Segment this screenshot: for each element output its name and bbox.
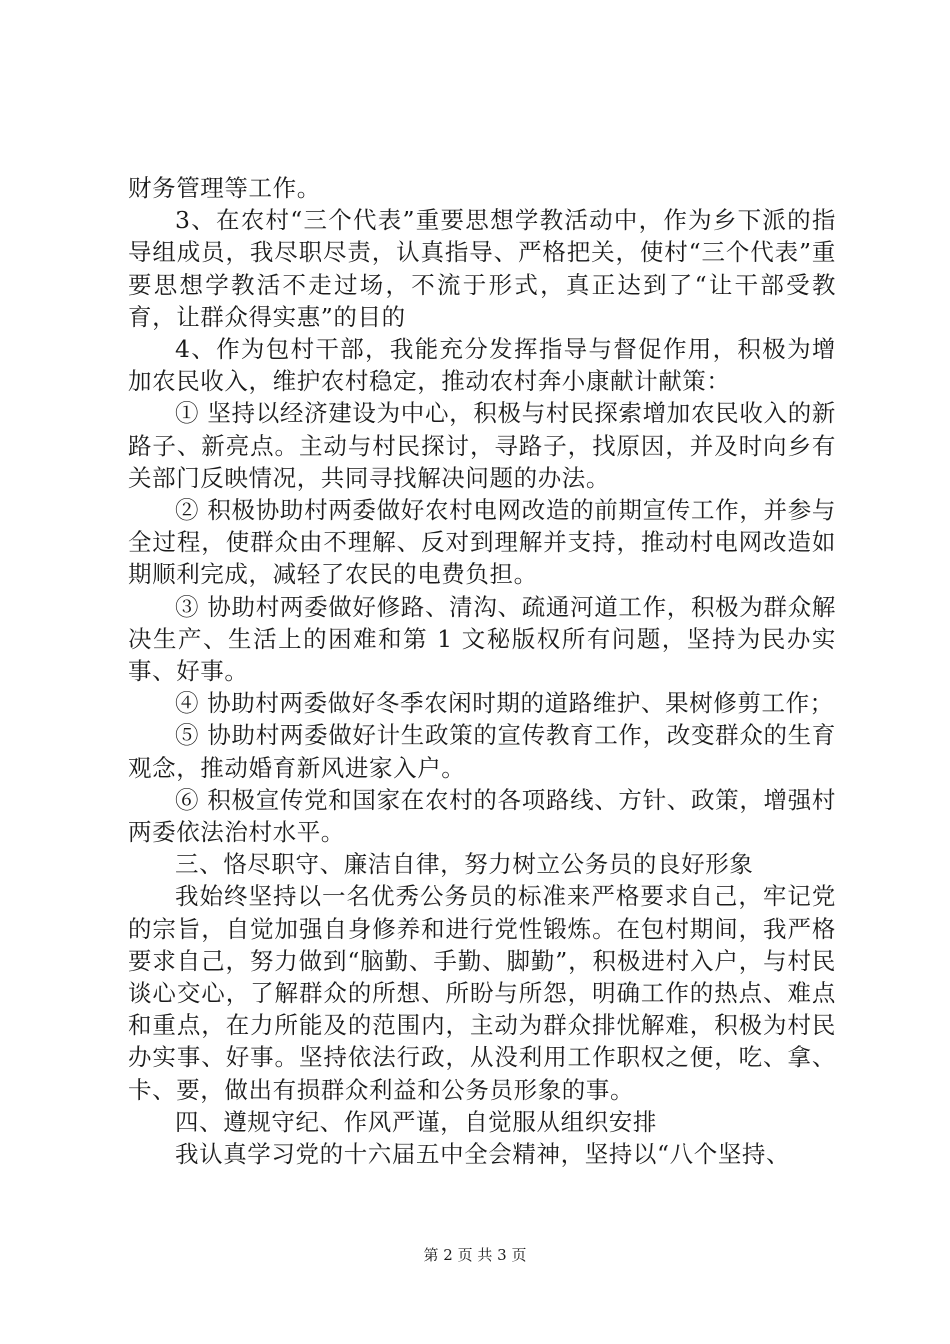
paragraph-5: ② 积极协助村两委做好农村电网改造的前期宣传工作，并参与全过程，使群众由不理解、反对到理解并支持，推动村电网改造如期顺利完成，减轻了农民的电费负担。 <box>128 496 836 589</box>
page-footer <box>0 1245 950 1265</box>
paragraph-2: 3、在农村“三个代表”重要思想学教活动中，作为乡下派的指导组成员，我尽职尽责，认真指导、严格把关，使村“三个代表”重要思想学教活不走过场，不流于形式，真正达到了“让干部受教育，让群众得实惠”的目的 <box>128 206 836 331</box>
paragraph-6: ③ 协助村两委做好修路、清沟、疏通河道工作，积极为群众解决生产、生活上的困难和第 1 文秘版权所有问题，坚持为民办实事、好事。 <box>128 592 836 686</box>
paragraph-8: ⑤ 协助村两委做好计生政策的宣传教育工作，改变群众的生育观念，推动婚育新风进家入户。 <box>128 721 836 782</box>
page-number-label: 第 2 页 共 3 页 <box>423 1246 527 1264</box>
paragraph-11: 我始终坚持以一名优秀公务员的标准来严格要求自己，牢记党的宗旨，自觉加强自身修养和进行党性锻炼。在包村期间，我严格要求自己，努力做到“脑勤、手勤、脚勤”，积极进村入户，与村民谈心交心，了解群众的所想、所盼与所怨，明确工作的热点、难点和重点，在力所能及的范围内，主动为群众排忧解难，积极为村民办实事、好事。坚持依法行政，从没利用工作职权之便，吃、拿、卡、要，做出有损群众利益和公务员形象的事。 <box>128 882 836 1104</box>
paragraph-13: 我认真学习党的十六届五中全会精神，坚持以“八个坚持、 <box>175 1140 791 1169</box>
paragraph-4: ① 坚持以经济建设为中心，积极与村民探索增加农民收入的新路子、新亮点。主动与村民探讨，寻路子，找原因，并及时向乡有关部门反映情况，共同寻找解决问题的办法。 <box>128 399 836 492</box>
paragraph-9: ⑥ 积极宣传党和国家在农村的各项路线、方针、政策，增强村两委依法治村水平。 <box>128 785 836 847</box>
paragraph-1: 财务管理等工作。 <box>128 174 321 202</box>
section-heading-3: 三、恪尽职守、廉洁自律，努力树立公务员的良好形象 <box>175 850 754 879</box>
section-heading-4: 四、遵规守纪、作风严谨，自觉服从组织安排 <box>175 1107 657 1136</box>
paragraph-7: ④ 协助村两委做好冬季农闲时期的道路维护、果树修剪工作； <box>175 689 834 718</box>
paragraph-3: 4、作为包村干部，我能充分发挥指导与督促作用，积极为增加农民收入，维护农村稳定，推动农村奔小康献计献策： <box>128 335 836 396</box>
document-body <box>128 172 836 1170</box>
